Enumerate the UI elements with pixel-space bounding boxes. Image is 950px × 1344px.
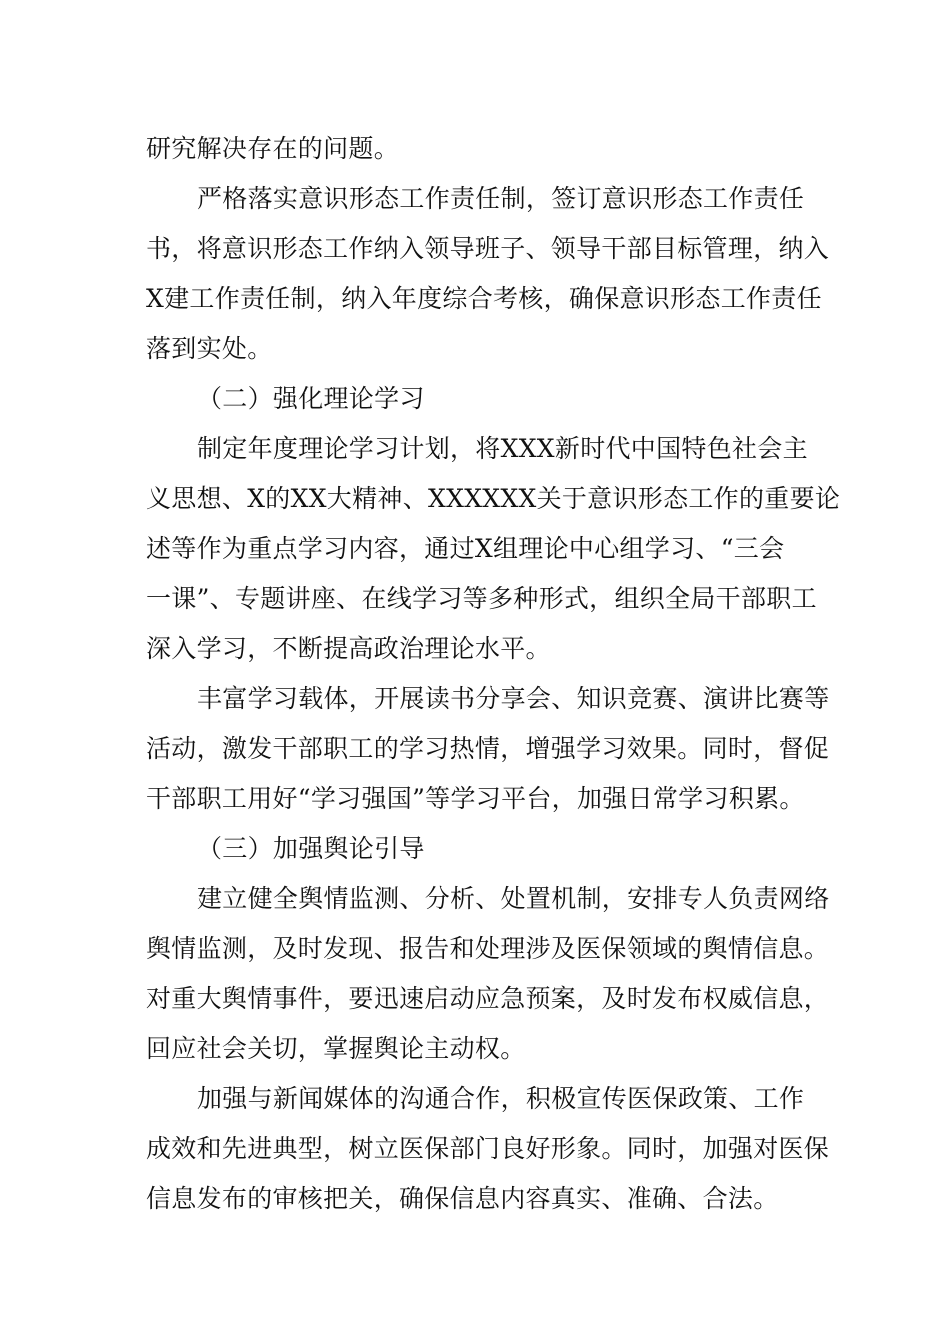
text-line: 活动，激发干部职工的学习热情，增强学习效果。同时，督促 [146,734,830,763]
text-line: 舆情监测，及时发现、报告和处理涉及医保领域的舆情信息。 [146,934,830,963]
paragraph-first-line: 加强与新闻媒体的沟通合作，积极宣传医保政策、工作 [197,1084,805,1113]
text-line: 述等作为重点学习内容，通过X组理论中心组学习、“三会 [146,534,785,563]
text-line: 信息发布的审核把关，确保信息内容真实、准确、合法。 [146,1184,779,1213]
text-line: 深入学习，不断提高政治理论水平。 [146,634,551,663]
paragraph-first-line: 建立健全舆情监测、分析、处置机制，安排专人负责网络 [197,884,830,913]
section-heading: （二）强化理论学习 [197,384,425,413]
text-line: 成效和先进典型，树立医保部门良好形象。同时，加强对医保 [146,1134,830,1163]
text-line: 义思想、X的XX大精神、XXXXXX关于意识形态工作的重要论 [146,484,841,513]
text-line: 研究解决存在的问题。 [146,134,400,163]
text-line: 一课”、专题讲座、在线学习等多种形式，组织全局干部职工 [146,584,817,613]
paragraph-first-line: 丰富学习载体，开展读书分享会、知识竞赛、演讲比赛等 [197,684,830,713]
text-line: 回应社会关切，掌握舆论主动权。 [146,1034,526,1063]
section-heading: （三）加强舆论引导 [197,834,425,863]
text-line: 落到实处。 [146,334,273,363]
paragraph-first-line: 制定年度理论学习计划，将XXX新时代中国特色社会主 [197,434,808,463]
text-line: X建工作责任制，纳入年度综合考核，确保意识形态工作责任 [146,284,822,313]
text-line: 对重大舆情事件，要迅速启动应急预案，及时发布权威信息， [146,984,830,1013]
paragraph-first-line: 严格落实意识形态工作责任制，签订意识形态工作责任 [197,184,805,213]
text-line: 书，将意识形态工作纳入领导班子、领导干部目标管理，纳入 [146,234,830,263]
text-line: 干部职工用好“学习强国”等学习平台，加强日常学习积累。 [146,784,805,813]
